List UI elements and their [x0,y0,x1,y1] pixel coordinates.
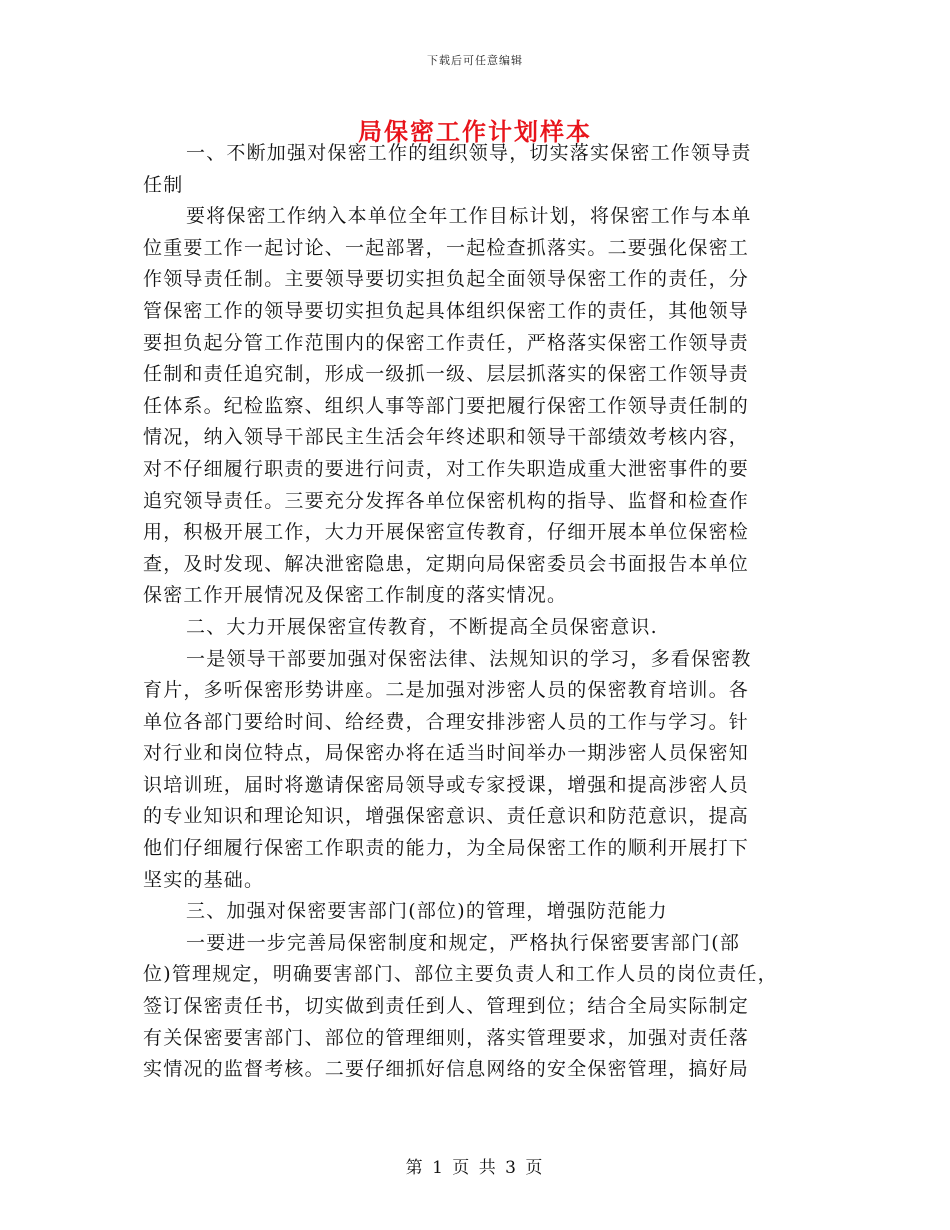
text-line: 他们仔细履行保密工作职责的能力，为全局保密工作的顺利开展打下 [143,837,750,860]
text-line: 对不仔细履行职责的要进行问责，对工作失职造成重大泄密事件的要 [143,457,750,480]
text-line: 作领导责任制。主要领导要切实担负起全面领导保密工作的责任，分 [143,268,750,291]
text-line: 识培训班，届时将邀请保密局领导或专家授课，增强和提高涉密人员 [143,773,750,796]
text-line: 情况，纳入领导干部民主生活会年终述职和领导干部绩效考核内容， [143,426,750,449]
text-line: 的专业知识和理论知识，增强保密意识、责任意识和防范意识，提高 [143,805,750,828]
text-line: 任制和责任追究制，形成一级抓一级、层层抓落实的保密工作领导责 [143,363,750,386]
text-line: 用，积极开展工作，大力开展保密宣传教育，仔细开展本单位保密检 [143,521,750,544]
text-line: 追究领导责任。三要充分发挥各单位保密机构的指导、监督和检查作 [143,489,750,512]
text-line: 查，及时发现、解决泄密隐患，定期向局保密委员会书面报告本单位 [143,552,750,575]
text-line: 育片，多听保密形势讲座。二是加强对涉密人员的保密教育培训。各 [143,679,750,702]
document-title: 局保密工作计划样本 [358,117,592,146]
text-line: 一、不断加强对保密工作的组织领导，切实落实保密工作领导责 [186,142,752,164]
text-line: 位)管理规定，明确要害部门、部位主要负责人和工作人员的岗位责任， [143,963,778,986]
text-line: 对行业和岗位特点，局保密办将在适当时间举办一期涉密人员保密知 [143,742,750,765]
text-line: 任制 [143,173,184,196]
text-line: 一要进一步完善局保密制度和规定，严格执行保密要害部门(部 [186,931,741,954]
page-footer: 第 1 页 共 3 页 [405,1158,545,1178]
text-line: 保密工作开展情况及保密工作制度的落实情况。 [143,584,568,607]
text-line: 管保密工作的领导要切实担负起具体组织保密工作的责任，其他领导 [143,299,750,322]
document-body [143,138,803,1086]
text-line: 三、加强对保密要害部门(部位)的管理，增强防范能力 [186,900,668,923]
text-line: 有关保密要害部门、部位的管理细则，落实管理要求，加强对责任落 [143,1026,750,1049]
text-line: 要担负起分管工作范围内的保密工作责任，严格落实保密工作领导责 [143,331,750,354]
page-header-note: 下载后可任意编辑 [427,54,523,67]
text-line: 坚实的基础。 [143,868,265,891]
text-line: 二、大力开展保密宣传教育，不断提高全员保密意识. [186,615,658,638]
text-line: 位重要工作一起讨论、一起部署，一起检查抓落实。二要强化保密工 [143,236,750,259]
text-line: 要将保密工作纳入本单位全年工作目标计划，将保密工作与本单 [186,205,752,228]
text-line: 任体系。纪检监察、组织人事等部门要把履行保密工作领导责任制的 [143,394,750,417]
text-line: 单位各部门要给时间、给经费，合理安排涉密人员的工作与学习。针 [143,710,750,733]
text-line: 实情况的监督考核。二要仔细抓好信息网络的安全保密管理，搞好局 [143,1058,750,1081]
text-line: 签订保密责任书，切实做到责任到人、管理到位；结合全局实际制定 [143,995,750,1018]
text-line: 一是领导干部要加强对保密法律、法规知识的学习，多看保密教 [186,647,752,670]
